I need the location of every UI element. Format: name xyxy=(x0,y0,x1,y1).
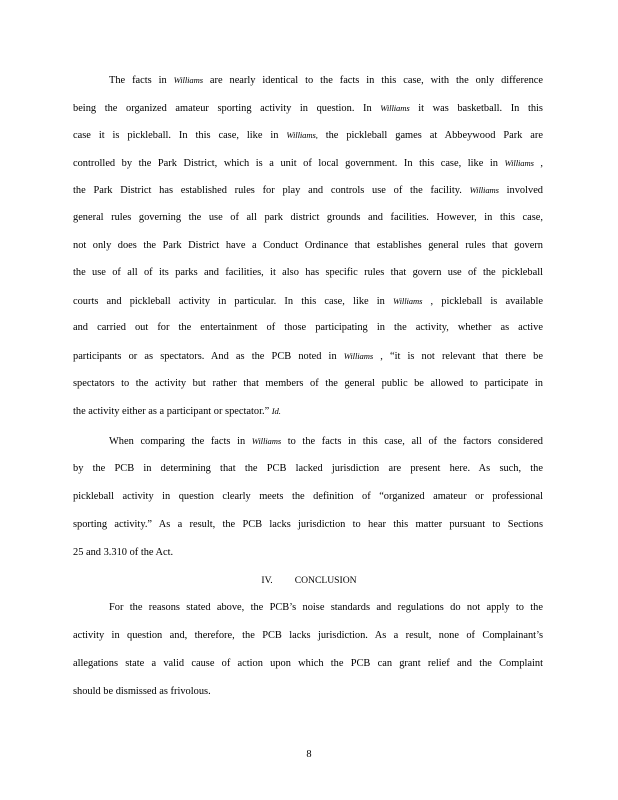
case-citation: Williams xyxy=(380,102,410,113)
text-line xyxy=(73,377,543,391)
section-number: IV. xyxy=(261,575,273,586)
text-line xyxy=(73,294,543,309)
case-citation: Williams xyxy=(251,436,282,446)
text-run: participants or as spectators. And as the PCB noted in xyxy=(73,351,344,362)
text-run: pickleball activity in question clearly meets the definition of “organized amateur or professional xyxy=(73,491,543,502)
page-number: 8 xyxy=(306,749,312,760)
text-line xyxy=(73,657,543,671)
text-run: are nearly identical to the facts in this case, with the only difference xyxy=(202,75,543,86)
text-run: controlled by the Park District, which is a unit of local government. In this case, like in xyxy=(73,157,505,169)
text-line xyxy=(73,404,543,419)
text-run: sporting activity.” As a result, the PCB lacks jurisdiction to hear this matter pursuant to Sections xyxy=(73,519,543,530)
text-line xyxy=(109,434,543,449)
text-run: , “it is not relevant that there be xyxy=(373,351,543,362)
case-citation: Williams xyxy=(393,295,423,306)
text-run: For the reasons stated above, the PCB’s noise standards and regulations do not apply to the xyxy=(109,602,543,613)
text-line xyxy=(73,490,543,504)
text-run: When comparing the facts in xyxy=(109,436,252,447)
text-run: activity in question and, therefore, the PCB lacks jurisdiction. As a result, none of Complainant’s xyxy=(73,630,543,641)
text-line xyxy=(73,462,543,476)
text-run: should be dismissed as frivolous. xyxy=(73,686,211,697)
case-citation: Williams xyxy=(469,185,499,196)
text-line xyxy=(73,349,543,364)
text-run: the Park District has established rules for play and controls use of the facility. xyxy=(73,185,470,197)
text-run: the pickleball games at Abbeywood Park are xyxy=(317,130,543,142)
text-run: it was basketball. In this xyxy=(409,102,543,114)
text-run: being the organized amateur sporting activity in question. In xyxy=(73,102,381,114)
text-run: allegations state a valid cause of action upon which the PCB can grant relief and the Complaint xyxy=(73,658,543,669)
case-citation: Williams xyxy=(173,75,203,85)
text-run: The facts in xyxy=(109,75,174,86)
case-citation: Id. xyxy=(271,406,281,417)
text-run: courts and pickleball activity in particular. In this case, like in xyxy=(73,295,394,307)
case-citation: Williams, xyxy=(286,130,318,141)
text-run: , pickleball is available xyxy=(422,295,543,307)
case-citation: Williams xyxy=(343,351,374,361)
text-line xyxy=(73,685,543,699)
text-line xyxy=(73,101,543,116)
text-line xyxy=(73,629,543,643)
text-run: general rules governing the use of all park district grounds and facilities. However, in this case, xyxy=(73,212,543,223)
text-run: 25 and 3.310 of the Act. xyxy=(73,547,174,558)
text-line xyxy=(73,518,543,532)
text-line xyxy=(73,156,543,171)
text-line xyxy=(73,239,543,253)
text-line xyxy=(73,183,543,198)
text-run: case it is pickleball. In this case, like in xyxy=(73,130,287,142)
text-run: by the PCB in determining that the PCB lacked jurisdiction are present here. As such, the xyxy=(73,463,543,474)
text-line xyxy=(73,211,543,225)
text-run: the use of all of its parks and facilities, it also has specific rules that govern use of the pickleball xyxy=(73,267,543,279)
text-run: not only does the Park District have a Conduct Ordinance that establishes general rules that govern xyxy=(73,239,543,251)
text-line xyxy=(73,546,543,560)
case-citation: Williams xyxy=(504,157,534,168)
text-line xyxy=(73,321,543,335)
text-run: to the facts in this case, all of the factors considered xyxy=(281,436,543,447)
text-line xyxy=(73,266,543,280)
text-line xyxy=(109,73,543,88)
text-run: the activity either as a participant or spectator.” xyxy=(73,406,272,418)
section-heading xyxy=(0,574,618,588)
text-run: , xyxy=(533,157,543,169)
text-run: involved xyxy=(498,185,543,197)
text-run: spectators to the activity but rather that members of the general public be allowed to participate in xyxy=(73,377,543,389)
text-line xyxy=(109,601,543,615)
text-run: and carried out for the entertainment of those participating in the activity, whether as active xyxy=(73,322,543,334)
text-line xyxy=(73,128,543,143)
section-title: CONCLUSION xyxy=(294,575,357,586)
